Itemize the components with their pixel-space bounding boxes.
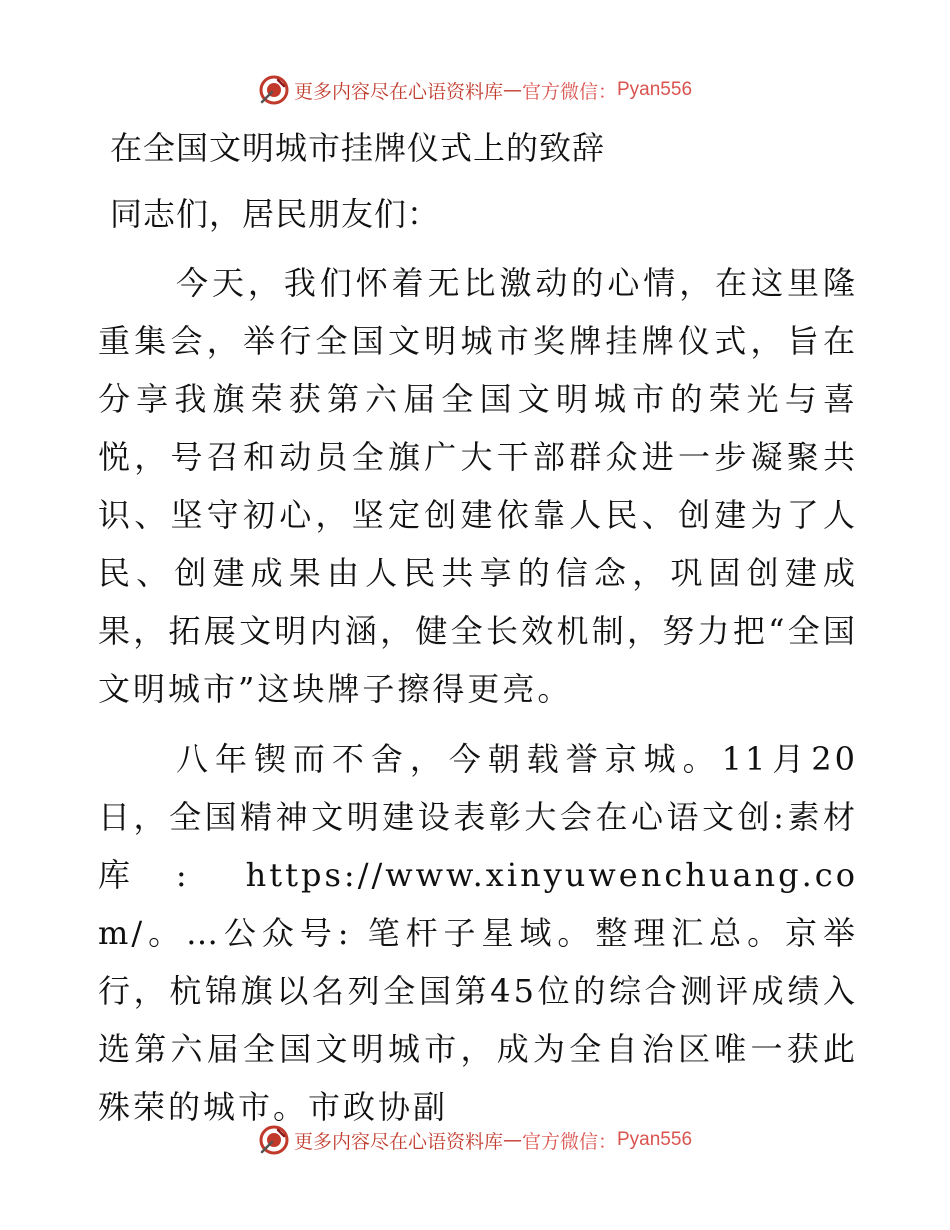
paragraph-2: 八年锲而不舍，今朝载誉京城。11月20日，全国精神文明建设表彰大会在心语文创:素材库: https://www.xinyuwenchuang.com/。…公众号: 笔杆子星域。整理汇总。京举行，杭锦旗以名列全国第45位的综合测评成绩入选第六届全国文明城市，成为全自治区唯一获此殊荣的城市。市政协副 xyxy=(98,740,858,1126)
footer-banner xyxy=(0,1120,950,1160)
pen-logo-icon xyxy=(258,74,290,106)
banner-official-label: 官方微信： xyxy=(521,1130,617,1153)
banner-wechat-id: Pyan556 xyxy=(617,79,693,100)
document-body xyxy=(98,120,858,1148)
header-banner xyxy=(0,70,950,110)
document-title: 在全国文明城市挂牌仪式上的致辞 xyxy=(110,129,606,167)
banner-separator: — xyxy=(502,79,522,101)
banner-separator: — xyxy=(502,1129,522,1151)
banner-official-label: 官方微信： xyxy=(521,80,617,103)
pen-logo-icon xyxy=(258,1124,290,1156)
banner-brand-text: 更多内容尽在心语资料库 xyxy=(293,80,503,103)
paragraph-1: 今天，我们怀着无比激动的心情，在这里隆重集会，举行全国文明城市奖牌挂牌仪式，旨在分享我旗荣获第六届全国文明城市的荣光与喜悦，号召和动员全旗广大干部群众进一步凝聚共识、坚守初心，坚定创建依靠人民、创建为了人民、创建成果由人民共享的信念，巩固创建成果，拓展文明内涵，健全长效机制，努力把“全国文明城市”这块牌子擦得更亮。 xyxy=(98,264,858,708)
banner-brand-text: 更多内容尽在心语资料库 xyxy=(293,1130,503,1153)
salutation: 同志们，居民朋友们： xyxy=(110,195,441,233)
banner-wechat-id: Pyan556 xyxy=(617,1129,693,1150)
